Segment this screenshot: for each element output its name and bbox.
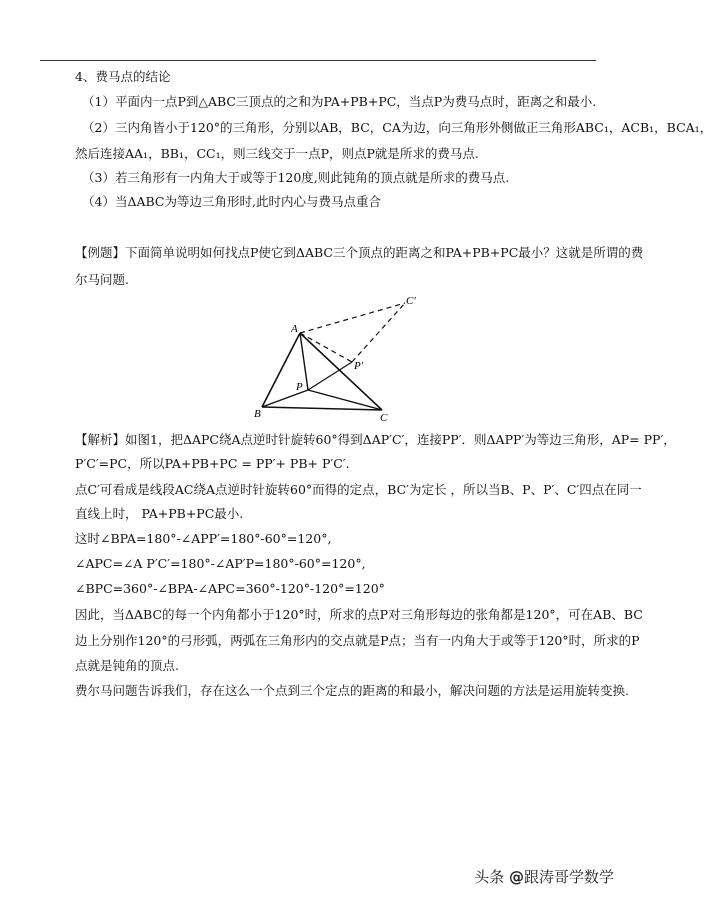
conclusion-2: （2）三内角皆小于120°的三角形，分别以AB，BC，CA为边，向三角形外侧做正三角形ABC₁，ACB₁，BCA₁，	[82, 120, 712, 135]
example-line-1: 【例题】下面简单说明如何找点P使它到ΔABC三个顶点的距离之和PA+PB+PC最小？这就是所谓的费	[75, 245, 644, 260]
label-p-prime: P′	[354, 360, 364, 372]
solution-line-7: ∠BPC=360°-∠BPA-∠APC=360°-120°-120°=120°	[75, 581, 385, 596]
solution-line-11: 费尔马问题告诉我们，存在这么一个点到三个定点的距离的和最小，解决问题的方法是运用旋转变换.	[75, 683, 629, 698]
label-c: C	[380, 412, 388, 424]
watermark	[474, 866, 614, 887]
label-c-prime: C′	[406, 295, 416, 307]
top-rule	[40, 60, 596, 61]
watermark-name: 跟涛哥学数学	[523, 868, 614, 886]
conclusion-4: （4）当ΔABC为等边三角形时,此时内心与费马点重合	[82, 194, 381, 209]
solution-line-4: 直线上时， PA+PB+PC最小.	[75, 506, 244, 521]
solution-line-2: P′C′=PC，所以PA+PB+PC = PP′+ PB+ P′C′.	[75, 456, 350, 471]
label-a: A	[291, 323, 298, 335]
solution-line-5: 这时∠BPA=180°-∠APP′=180°-60°=120°,	[75, 531, 332, 546]
dashed-ac-prime	[300, 303, 405, 333]
solution-line-10: 点就是钝角的顶点.	[75, 658, 179, 673]
label-p: P	[296, 381, 303, 393]
conclusion-3: （3）若三角形有一内角大于或等于120度,则此钝角的顶点就是所求的费马点.	[82, 170, 510, 185]
solution-line-1: 【解析】如图1，把ΔAPC绕A点逆时针旋转60°得到ΔAP′C′，连接PP′．则ΔAPP′为等边三角形，AP= PP′，	[75, 432, 676, 447]
watermark-prefix: 头条	[474, 868, 505, 886]
example-line-2: 尔马问题.	[75, 272, 129, 287]
conclusion-2-cont: 然后连接AA₁，BB₁，CC₁，则三线交于一点P，则点P就是所求的费马点.	[75, 146, 479, 161]
dashed-p-prime-c-prime	[352, 303, 405, 362]
watermark-at: @	[508, 868, 524, 886]
label-b: B	[254, 408, 261, 420]
fermat-point-figure	[240, 290, 440, 425]
solution-line-9: 边上分别作120°的弓形弧，两弧在三角形内的交点就是P点；当有一内角大于或等于120°时，所求的P	[75, 633, 640, 648]
solution-line-3: 点C′可看成是线段AC绕A点逆时针旋转60°而得的定点，BC′为定长 ，所以当B、P、P′、C′四点在同一	[75, 482, 642, 497]
solution-line-8: 因此，当ΔABC的每一个内角都小于120°时，所求的点P对三角形每边的张角都是120°，可在AB、BC	[75, 607, 643, 622]
conclusion-1: （1）平面内一点P到△ABC三顶点的之和为PA+PB+PC，当点P为费马点时，距离之和最小.	[82, 94, 597, 109]
section-heading: 4、费马点的结论	[75, 69, 171, 84]
edge-ab	[262, 333, 300, 407]
solution-line-6: ∠APC=∠A P′C′=180°-∠AP′P=180°-60°=120°,	[75, 556, 366, 571]
edge-bc	[262, 407, 382, 410]
